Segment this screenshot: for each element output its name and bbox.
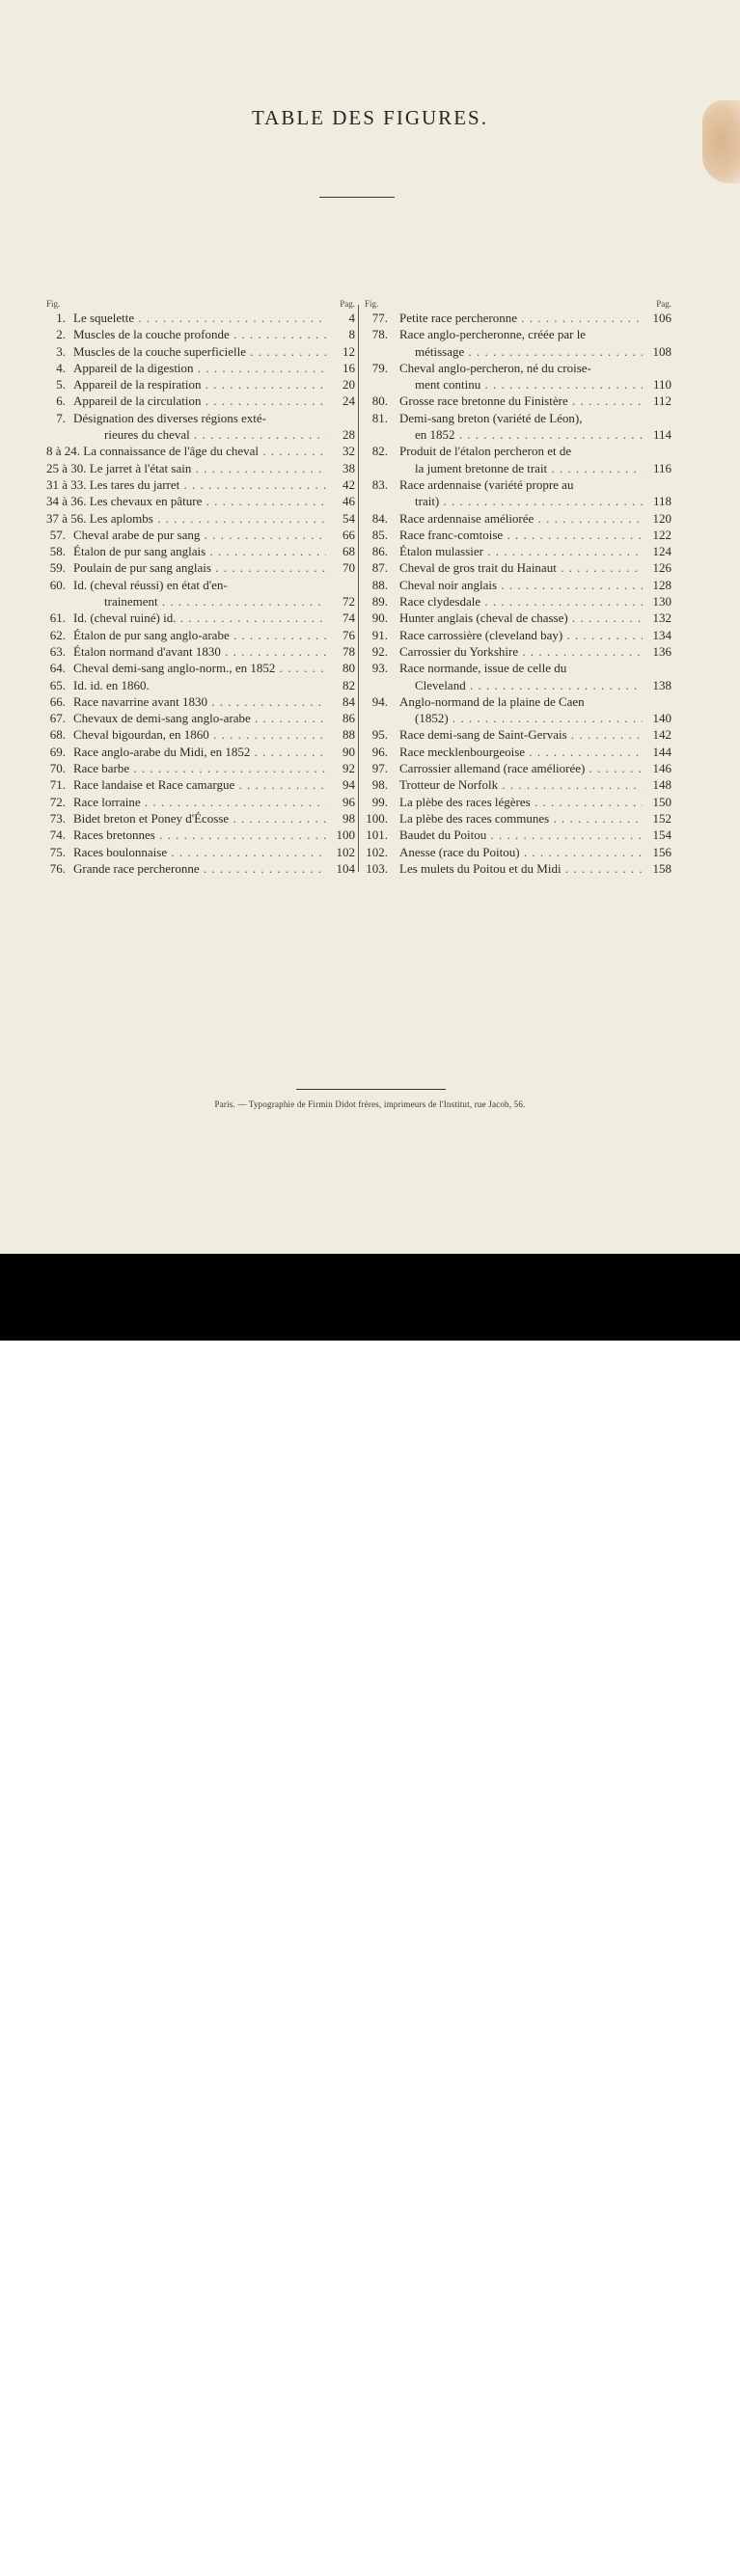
toc-entry xyxy=(365,510,671,527)
toc-entry xyxy=(46,310,355,326)
figure-title: Race clydesdale . . . xyxy=(399,593,643,610)
column-divider xyxy=(358,305,359,872)
figure-number: 102. xyxy=(366,844,388,859)
toc-entry xyxy=(46,577,355,593)
figure-title: Race anglo-percheronne, créée par le xyxy=(399,327,587,342)
toc-entry xyxy=(46,760,355,776)
figure-title: La plèbe des races communes . . . xyxy=(399,810,643,827)
toc-entry xyxy=(365,326,671,342)
toc-entry xyxy=(46,476,355,493)
figure-number: 70. xyxy=(49,761,66,776)
figure-title: Cheval arabe de pur sang . . . xyxy=(73,527,326,543)
figure-title: 25 à 30. Le jarret à l'état sain . . . xyxy=(46,460,326,476)
figure-title: Le squelette . . . xyxy=(73,310,326,326)
toc-entry xyxy=(46,744,355,760)
toc-entry xyxy=(365,410,671,426)
page-number: 106 xyxy=(652,311,671,325)
figure-number: 88. xyxy=(371,577,388,592)
toc-entry xyxy=(46,343,355,360)
figure-number: 5. xyxy=(56,377,66,393)
figure-title: Race mecklenbourgeoise . . . xyxy=(399,744,643,760)
figure-title: ment continu . . . xyxy=(415,376,643,393)
figure-title: Race ardennaise améliorée . . . xyxy=(399,510,643,527)
figure-title: Race lorraine . . . xyxy=(73,794,326,810)
figure-title: Chevaux de demi-sang anglo-arabe . . . xyxy=(73,710,326,726)
figure-title: Races bretonnes . . . xyxy=(73,827,326,843)
page-number: 120 xyxy=(652,510,671,526)
figure-title: Petite race percheronne . . . xyxy=(399,310,643,326)
page-number: 144 xyxy=(652,744,671,759)
page-number: 130 xyxy=(652,594,671,610)
toc-entry xyxy=(46,710,355,726)
figure-number: 6. xyxy=(56,393,66,409)
figure-title: Race carrossière (cleveland bay) . . . xyxy=(399,627,643,643)
figure-title: Trotteur de Norfolk . . . xyxy=(399,776,643,793)
toc-entry xyxy=(365,794,671,810)
toc-entry xyxy=(46,443,355,459)
figure-title: Muscles de la couche profonde . . . xyxy=(73,326,326,342)
figure-number: 94. xyxy=(371,693,388,709)
toc-entry xyxy=(365,710,671,726)
figure-title: Étalon normand d'avant 1830 . . . xyxy=(73,643,326,660)
image-id: 2DHF54X xyxy=(617,2529,694,2548)
page-number: 38 xyxy=(343,460,355,475)
page-header: Pag. xyxy=(656,299,671,309)
toc-entry xyxy=(46,493,355,509)
figure-title: Race demi-sang de Saint-Gervais . . . xyxy=(399,726,643,743)
toc-entry xyxy=(46,844,355,860)
figure-title: (1852) . . . xyxy=(415,710,643,726)
page-number: 96 xyxy=(343,794,355,809)
figure-number: 103. xyxy=(366,860,388,876)
page-number: 28 xyxy=(343,427,355,443)
toc-entry xyxy=(46,593,355,610)
figure-title: Muscles de la couche superficielle . . . xyxy=(73,343,326,360)
toc-entry xyxy=(365,860,671,877)
figure-title: Cheval noir anglais . . . xyxy=(399,577,643,593)
toc-entry xyxy=(365,677,671,693)
page-number: 24 xyxy=(343,393,355,409)
figure-number: 86. xyxy=(371,544,388,559)
figure-number: 101. xyxy=(366,827,388,843)
figure-number: 78. xyxy=(371,327,388,342)
figure-number: 59. xyxy=(49,560,66,576)
figure-title: trainement . . . xyxy=(104,593,326,610)
figure-title: Race normande, issue de celle du xyxy=(399,661,567,676)
figure-title: Carrossier allemand (race améliorée) . . . xyxy=(399,760,643,776)
figure-number: 4. xyxy=(56,360,66,375)
toc-entry xyxy=(365,310,671,326)
toc-entry xyxy=(365,844,671,860)
figure-number: 63. xyxy=(49,643,66,659)
figure-title: Poulain de pur sang anglais . . . xyxy=(73,559,326,576)
page-number: 132 xyxy=(652,610,671,626)
figure-title: Id. id. en 1860. xyxy=(73,677,150,692)
figure-title: Anglo-normand de la plaine de Caen xyxy=(399,693,585,709)
page-number: 136 xyxy=(652,643,671,659)
page-number: 156 xyxy=(652,844,671,859)
right-column xyxy=(365,299,671,877)
page-number: 4 xyxy=(348,311,355,325)
toc-entry xyxy=(46,643,355,660)
page-number: 138 xyxy=(652,677,671,692)
figure-title: 8 à 24. La connaissance de l'âge du cheval . . . xyxy=(46,443,326,459)
figure-title: Cheval bigourdan, en 1860 . . . xyxy=(73,726,326,743)
page-number: 80 xyxy=(343,661,355,676)
toc-entry xyxy=(46,693,355,710)
toc-entry xyxy=(365,744,671,760)
page-number: 102 xyxy=(336,844,355,859)
site-url: www.alamy.com xyxy=(569,2556,694,2575)
toc-entry xyxy=(46,460,355,476)
page-number: 148 xyxy=(652,777,671,793)
figure-title: Cheval de gros trait du Hainaut . . . xyxy=(399,559,643,576)
toc-entry xyxy=(46,776,355,793)
figure-number: 75. xyxy=(49,844,66,859)
page-number: 150 xyxy=(652,794,671,809)
toc-entry xyxy=(365,493,671,509)
figure-number: 67. xyxy=(49,711,66,726)
figure-title: La plèbe des races légères . . . xyxy=(399,794,643,810)
figure-number: 1. xyxy=(56,311,66,325)
figure-number: 3. xyxy=(56,343,66,359)
toc-entry xyxy=(46,360,355,376)
page-number: 90 xyxy=(343,744,355,759)
page-number: 66 xyxy=(343,527,355,542)
figure-number: 91. xyxy=(371,627,388,642)
figure-number: 77. xyxy=(371,311,388,325)
page-number: 78 xyxy=(343,643,355,659)
figure-number: 60. xyxy=(49,577,66,592)
figure-number: 93. xyxy=(371,661,388,676)
page-number: 70 xyxy=(343,560,355,576)
figure-title: 37 à 56. Les aplombs . . . xyxy=(46,510,326,527)
page-number: 114 xyxy=(652,427,671,443)
toc-entry xyxy=(46,810,355,827)
figure-title: métissage . . . xyxy=(415,343,643,360)
figure-number: 64. xyxy=(49,661,66,676)
figure-number: 73. xyxy=(49,810,66,826)
toc-entry xyxy=(365,726,671,743)
toc-entry xyxy=(365,527,671,543)
figure-title: 34 à 36. Les chevaux en pâture . . . xyxy=(46,493,326,509)
toc-entry xyxy=(46,660,355,676)
page-number: 104 xyxy=(336,860,355,876)
figure-number: 62. xyxy=(49,627,66,642)
figure-title: Cheval anglo-percheron, né du croise- xyxy=(399,360,591,375)
footer-divider xyxy=(296,1089,446,1090)
page-number: 92 xyxy=(343,761,355,776)
toc-entry xyxy=(46,376,355,393)
page-header: Pag. xyxy=(340,299,355,309)
figure-title: Désignation des diverses régions exté- xyxy=(73,410,267,425)
page-number: 54 xyxy=(343,510,355,526)
left-column xyxy=(46,299,355,877)
figure-number: 74. xyxy=(49,827,66,843)
figure-number: 76. xyxy=(49,860,66,876)
toc-entry xyxy=(46,860,355,877)
figure-title: Id. (cheval ruiné) id. . . . xyxy=(73,610,326,626)
figure-title: Race ardennaise (variété propre au xyxy=(399,476,574,492)
figure-number: 87. xyxy=(371,560,388,576)
toc-entry xyxy=(365,760,671,776)
page-number: 134 xyxy=(652,627,671,642)
page-number: 68 xyxy=(343,544,355,559)
toc-entry xyxy=(46,627,355,643)
figure-title: Race franc-comtoise . . . xyxy=(399,527,643,543)
toc-entry xyxy=(46,393,355,409)
toc-entry xyxy=(365,660,671,676)
figure-title: Carrossier du Yorkshire . . . xyxy=(399,643,643,660)
page-number: 46 xyxy=(343,494,355,509)
figure-number: 68. xyxy=(49,727,66,743)
toc-entry xyxy=(365,559,671,576)
page-number: 12 xyxy=(343,343,355,359)
page-number: 74 xyxy=(343,610,355,626)
page-number: 142 xyxy=(652,727,671,743)
figure-title: Les mulets du Poitou et du Midi . . . xyxy=(399,860,643,877)
toc-entry xyxy=(365,577,671,593)
toc-entry xyxy=(46,726,355,743)
page-number: 112 xyxy=(652,393,671,409)
figure-title: Race anglo-arabe du Midi, en 1852 . . . xyxy=(73,744,326,760)
figure-number: 95. xyxy=(371,727,388,743)
page-number: 154 xyxy=(652,827,671,843)
figure-number: 2. xyxy=(56,327,66,342)
figure-title: Grosse race bretonne du Finistère . . . xyxy=(399,393,643,409)
page-number: 110 xyxy=(652,377,671,393)
figure-title: Cheval demi-sang anglo-norm., en 1852 . . . xyxy=(73,660,326,676)
brand-logo: alamy xyxy=(48,2525,153,2567)
page-number: 16 xyxy=(343,360,355,375)
toc-entry xyxy=(46,559,355,576)
figure-title: Demi-sang breton (variété de Léon), xyxy=(399,410,583,425)
page-number: 158 xyxy=(652,860,671,876)
figure-title: Bidet breton et Poney d'Écosse . . . xyxy=(73,810,326,827)
page-number: 124 xyxy=(652,544,671,559)
figure-number: 97. xyxy=(371,761,388,776)
page-number: 84 xyxy=(343,693,355,709)
figure-number: 100. xyxy=(366,810,388,826)
figure-title: Baudet du Poitou . . . xyxy=(399,827,643,843)
page-number: 152 xyxy=(652,810,671,826)
title-divider xyxy=(319,197,395,198)
toc-entry xyxy=(365,343,671,360)
toc-entry xyxy=(365,776,671,793)
toc-entry xyxy=(365,593,671,610)
figure-number: 58. xyxy=(49,544,66,559)
page-number: 98 xyxy=(343,810,355,826)
toc-entry xyxy=(46,677,355,693)
figure-number: 69. xyxy=(49,744,66,759)
toc-entry xyxy=(365,610,671,626)
figure-number: 79. xyxy=(371,360,388,375)
figure-number: 98. xyxy=(371,777,388,793)
figure-number: 85. xyxy=(371,527,388,542)
figure-number: 81. xyxy=(371,410,388,425)
fig-header: Fig. xyxy=(365,299,379,309)
figure-title: Race barbe . . . xyxy=(73,760,326,776)
page-number: 86 xyxy=(343,711,355,726)
figure-title: 31 à 33. Les tares du jarret . . . xyxy=(46,476,326,493)
figure-title: Grande race percheronne . . . xyxy=(73,860,326,877)
figure-number: 82. xyxy=(371,444,388,459)
toc-entry xyxy=(365,426,671,443)
toc-entry xyxy=(46,510,355,527)
toc-entry xyxy=(46,543,355,559)
figure-title: Produit de l'étalon percheron et de xyxy=(399,444,572,459)
figure-number: 57. xyxy=(49,527,66,542)
toc-entry xyxy=(365,376,671,393)
page-number: 108 xyxy=(652,343,671,359)
book-page xyxy=(0,0,740,1254)
right-column-header xyxy=(365,299,671,310)
page-number: 94 xyxy=(343,777,355,793)
toc-entry xyxy=(46,794,355,810)
figure-number: 89. xyxy=(371,594,388,610)
figure-title: Étalon de pur sang anglo-arabe . . . xyxy=(73,627,326,643)
figure-title: Race navarrine avant 1830 . . . xyxy=(73,693,326,710)
figure-number: 72. xyxy=(49,794,66,809)
figure-title: rieures du cheval . . . xyxy=(104,426,326,443)
page-number: 140 xyxy=(652,711,671,726)
toc-entry xyxy=(365,393,671,409)
page-number: 100 xyxy=(336,827,355,843)
page-number: 146 xyxy=(652,761,671,776)
toc-entry xyxy=(46,610,355,626)
figure-number: 83. xyxy=(371,476,388,492)
toc-entry xyxy=(365,643,671,660)
figure-title: Races boulonnaise . . . xyxy=(73,844,326,860)
page-number: 122 xyxy=(652,527,671,542)
figure-number: 66. xyxy=(49,693,66,709)
watermark-banner xyxy=(0,1254,740,2575)
figure-title: en 1852 . . . xyxy=(415,426,643,443)
figure-number: 92. xyxy=(371,643,388,659)
figure-title: Anesse (race du Poitou) . . . xyxy=(399,844,643,860)
toc-entry xyxy=(46,527,355,543)
page-number: 118 xyxy=(652,494,671,509)
figure-title: Étalon de pur sang anglais . . . xyxy=(73,543,326,559)
figure-title: Race landaise et Race camargue . . . xyxy=(73,776,326,793)
figure-number: 99. xyxy=(371,794,388,809)
toc-entry xyxy=(365,810,671,827)
toc-entry xyxy=(365,460,671,476)
figure-title: Hunter anglais (cheval de chasse) . . . xyxy=(399,610,643,626)
figure-number: 61. xyxy=(49,610,66,626)
toc-entry xyxy=(365,360,671,376)
toc-entry xyxy=(365,627,671,643)
toc-entry xyxy=(365,827,671,843)
toc-entry xyxy=(46,827,355,843)
figure-title: trait) . . . xyxy=(415,493,643,509)
page-number: 126 xyxy=(652,560,671,576)
figure-title: Appareil de la digestion . . . xyxy=(73,360,326,376)
left-column-header xyxy=(46,299,355,310)
figure-number: 80. xyxy=(371,393,388,409)
toc-entry xyxy=(46,426,355,443)
page-number: 88 xyxy=(343,727,355,743)
figure-title: la jument bretonne de trait . . . xyxy=(415,460,643,476)
page-number: 42 xyxy=(343,476,355,492)
toc-entry xyxy=(365,443,671,459)
page-number: 20 xyxy=(343,377,355,393)
toc-entry xyxy=(365,693,671,710)
page-number: 32 xyxy=(343,444,355,459)
figure-number: 71. xyxy=(49,777,66,793)
figure-number: 96. xyxy=(371,744,388,759)
page-number: 128 xyxy=(652,577,671,592)
page-number: 72 xyxy=(343,594,355,610)
figure-title: Étalon mulassier . . . xyxy=(399,543,643,559)
figure-number: 65. xyxy=(49,677,66,692)
toc-entry xyxy=(365,476,671,493)
figure-number: 84. xyxy=(371,510,388,526)
figure-title: Appareil de la circulation . . . xyxy=(73,393,326,409)
page-number: 116 xyxy=(652,460,671,475)
page-number: 82 xyxy=(343,677,355,692)
figure-number: 90. xyxy=(371,610,388,626)
toc-entry xyxy=(46,410,355,426)
figure-title: Cleveland . . . xyxy=(415,677,643,693)
page-title: TABLE DES FIGURES. xyxy=(252,106,488,129)
toc-entry xyxy=(46,326,355,342)
figure-number: 7. xyxy=(56,410,66,425)
figure-title: Appareil de la respiration . . . xyxy=(73,376,326,393)
printer-imprint: Paris. — Typographie de Firmin Didot frères, imprimeurs de l'Institut, rue Jacob, 56. xyxy=(214,1099,526,1109)
fig-header: Fig. xyxy=(46,299,61,309)
toc-entry xyxy=(365,543,671,559)
page-number: 76 xyxy=(343,627,355,642)
figure-title: Id. (cheval réussi) en état d'en- xyxy=(73,577,228,592)
page-number: 8 xyxy=(348,327,355,342)
